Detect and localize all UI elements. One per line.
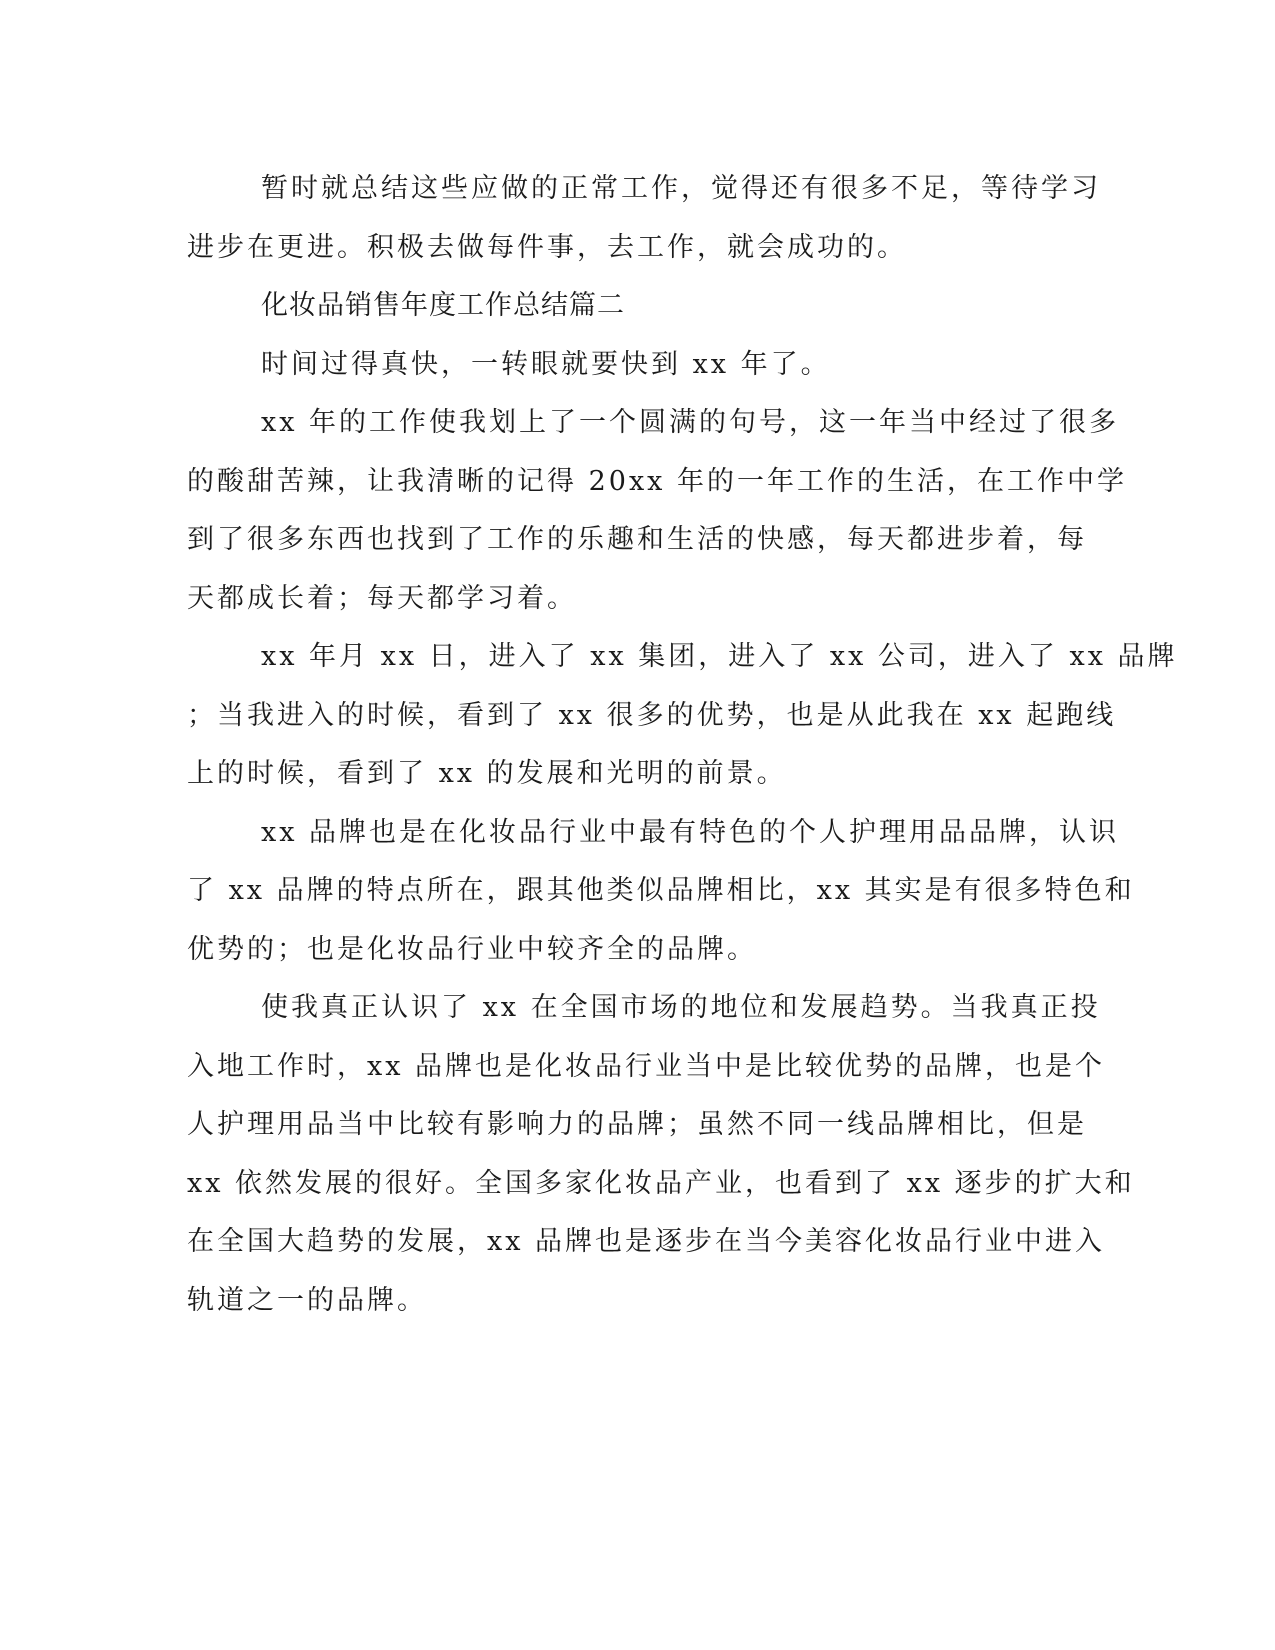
heading-text: 化妆品销售年度工作总结篇二 (261, 290, 625, 321)
paragraph-market-position (187, 979, 1135, 1330)
text-line: 在全国大趋势的发展，xx 品牌也是逐步在当今美容化妆品行业中进入 (187, 1226, 1106, 1257)
text-line: 上的时候，看到了 xx 的发展和光明的前景。 (187, 758, 787, 789)
section-heading (187, 277, 1073, 336)
text-line: 天都成长着；每天都学习着。 (187, 582, 577, 614)
text-line: xx 品牌也是在化妆品行业中最有特色的个人护理用品品牌，认识 (261, 816, 1120, 848)
text-line: xx 年的工作使我划上了一个圆满的句号，这一年当中经过了很多 (261, 407, 1120, 438)
text-line: ；当我进入的时候，看到了 xx 很多的优势，也是从此我在 xx 起跑线 (187, 699, 1117, 731)
text-line: 优势的；也是化妆品行业中较齐全的品牌。 (187, 933, 757, 965)
text-line: 暂时就总结这些应做的正常工作，觉得还有很多不足，等待学习 (261, 173, 1101, 204)
text-line: 人护理用品当中比较有影响力的品牌；虽然不同一线品牌相比，但是 (187, 1109, 1087, 1140)
paragraph-intro (187, 336, 1073, 395)
paragraph-closing-summary (187, 160, 1101, 277)
text-line: 的酸甜苦辣，让我清晰的记得 20xx 年的一年工作的生活，在工作中学 (187, 465, 1127, 497)
text-line: 到了很多东西也找到了工作的乐趣和生活的快感，每天都进步着，每 (187, 524, 1087, 555)
text-line: xx 年月 xx 日，进入了 xx 集团，进入了 xx 公司，进入了 xx 品牌 (261, 641, 1178, 672)
text-line: 时间过得真快，一转眼就要快到 xx 年了。 (261, 348, 831, 380)
paragraph-joining (187, 628, 1178, 804)
text-line: 了 xx 品牌的特点所在，跟其他类似品牌相比，xx 其实是有很多特色和 (187, 875, 1135, 906)
text-line: 进步在更进。积极去做每件事，去工作，就会成功的。 (187, 231, 907, 263)
paragraph-brand-features (187, 804, 1135, 980)
text-line: xx 依然发展的很好。全国多家化妆品产业，也看到了 xx 逐步的扩大和 (187, 1167, 1135, 1199)
text-line: 轨道之一的品牌。 (187, 1284, 427, 1316)
text-line: 使我真正认识了 xx 在全国市场的地位和发展趋势。当我真正投 (261, 992, 1101, 1023)
text-line: 入地工作时，xx 品牌也是化妆品行业当中是比较优势的品牌，也是个 (187, 1050, 1106, 1082)
paragraph-year-review (187, 394, 1127, 628)
document-body (187, 160, 1178, 1330)
